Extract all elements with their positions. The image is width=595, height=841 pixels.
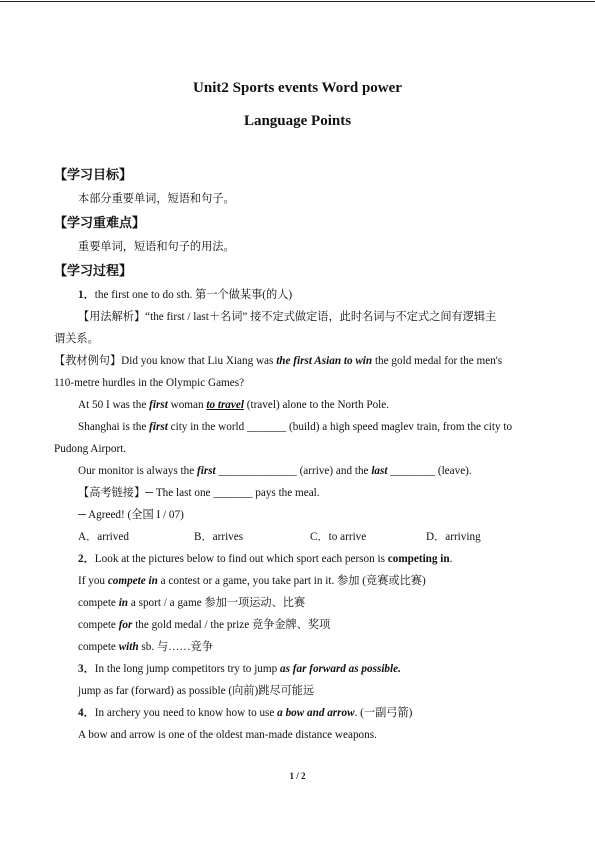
item-1-exam-link: 【高考链接】─ The last one _______ pays the meal. xyxy=(78,487,320,499)
item-3-line-2: jump as far (forward) as possible (向前)跳尽可能远 xyxy=(78,685,315,697)
item-number: 1． xyxy=(78,289,95,301)
item-4-line-2: A bow and arrow is one of the oldest man-made distance weapons. xyxy=(78,729,377,741)
section-heading-goals: 【学习目标】 xyxy=(54,167,133,182)
item-1-sentence-1: At 50 I was the first woman to travel (travel) alone to the North Pole. xyxy=(78,399,390,411)
option-d: D．arriving xyxy=(426,531,481,543)
item-1-options xyxy=(54,526,544,548)
item-1-sentence-3: Our monitor is always the first ______________ (arrive) and the last ________ (leave). xyxy=(78,465,472,477)
item-text: the first one to do sth. 第一个做某事(的人) xyxy=(94,289,293,301)
item-1-usage-cont: 谓关系。 xyxy=(54,333,99,345)
item-1-textbook-example-cont: 110-metre hurdles in the Olympic Games? xyxy=(54,377,245,389)
item-2-line-5: compete with sb. 与……竞争 xyxy=(78,641,213,653)
option-b: B．arrives xyxy=(194,531,244,543)
item-1-exam-link-reply: ─ Agreed! (全国 I / 07) xyxy=(78,509,184,521)
page-title: Unit2 Sports events Word power xyxy=(193,80,402,96)
item-2-line-3: compete in a sport / a game 参加一项运动、比赛 xyxy=(78,597,306,609)
page-subtitle: Language Points xyxy=(243,113,352,129)
goals-text: 本部分重要单词，短语和句子。 xyxy=(78,193,235,205)
item-1-usage: 【用法解析】“the first / last＋名词” 接不定式做定语，此时名词与不定式之间有逻辑主 xyxy=(78,311,497,323)
item-2-line-2: If you compete in a contest or a game, you take part in it. 参加 (竞赛或比赛) xyxy=(78,575,426,587)
item-4-title: 4．In archery you need to know how to use a bow and arrow. (一副弓箭) xyxy=(78,707,413,719)
item-1-sentence-2-cont: Pudong Airport. xyxy=(54,443,127,455)
item-3-title: 3．In the long jump competitors try to jump as far forward as possible. xyxy=(78,663,401,675)
item-1-textbook-example: 【教材例句】Did you know that Liu Xiang was the first Asian to win the gold medal for the men's xyxy=(54,355,503,367)
item-2-line-4: compete for the gold medal / the prize 竞争金牌、奖项 xyxy=(78,619,331,631)
key-points-text: 重要单词，短语和句子的用法。 xyxy=(78,241,235,253)
item-1-title xyxy=(54,284,544,306)
option-c: C．to arrive xyxy=(310,531,367,543)
page-number: 1 / 2 xyxy=(289,771,306,781)
item-2-title: 2．Look at the pictures below to find out which sport each person is competing in. xyxy=(78,553,453,565)
document-body xyxy=(54,162,544,746)
section-heading-process: 【学习过程】 xyxy=(54,263,133,278)
option-a: A．arrived xyxy=(78,531,129,543)
section-heading-key-points: 【学习重难点】 xyxy=(54,215,146,230)
item-1-sentence-2: Shanghai is the first city in the world _______ (build) a high speed maglev train, from the city to xyxy=(78,421,513,433)
top-rule xyxy=(0,1,595,2)
